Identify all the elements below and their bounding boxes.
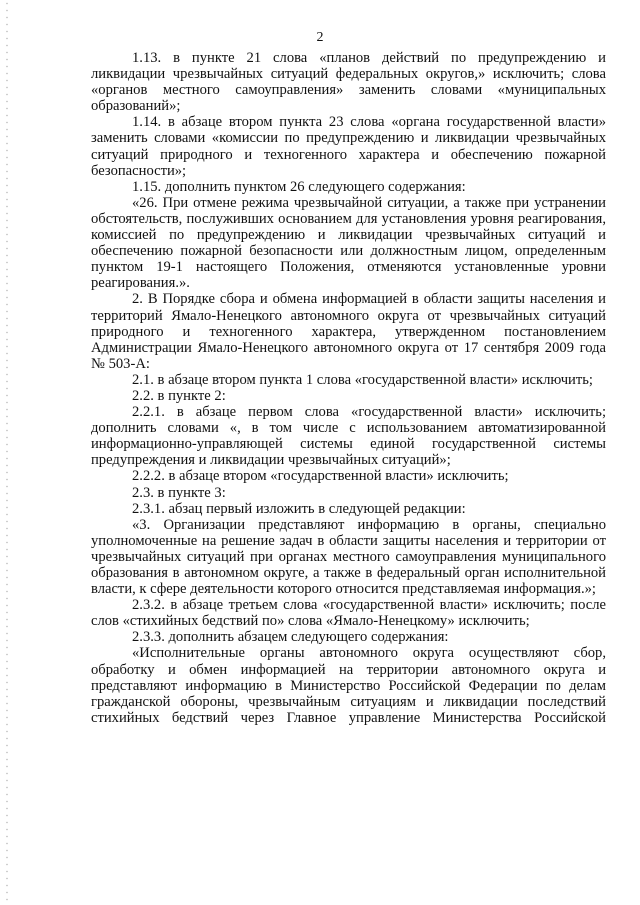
paragraph-2-3-3: 2.3.3. дополнить абзацем следующего содержания: — [132, 629, 449, 646]
paragraph-1-15: 1.15. дополнить пунктом 26 следующего содержания: — [132, 178, 466, 195]
paragraph-quote-26: «26. При отмене режима чрезвычайной ситуации, а также при устранении обстоятельств, послуживших основанием для установления уровня реагирования, комиссией по предупреждению и ликвидации чрезвычайных ситуаций и обеспечению пожарной безопасности или должностным лицом, определенным пунктом 19-1 настоящего Положения, отменяются установленные уровни реагирования.». — [91, 194, 606, 292]
paragraph-2-2-1: 2.2.1. в абзаце первом слова «государственной власти» исключить; дополнить словами «, в том числе с использованием автоматизированной информационно-управляющей системы единой государственной системы предупреждения и ликвидации чрезвычайных ситуаций»; — [91, 404, 606, 469]
binding-edge-marks — [6, 0, 8, 905]
page-number: 2 — [316, 30, 324, 45]
paragraph-quote-executive-bodies: «Исполнительные органы автономного округа осуществляют сбор, обработку и обмен информацией на территории автономного округа и представляют информацию в Министерство Российской Федерации по делам гражданской обороны, чрезвычайным ситуациям и ликвидации последствий стихийных бедствий через Главное управление Министерства Российской — [91, 645, 606, 726]
paragraph-2-1: 2.1. в абзаце втором пункта 1 слова «государственной власти» исключить; — [132, 371, 593, 388]
paragraph-2-3-1: 2.3.1. абзац первый изложить в следующей редакции: — [132, 500, 466, 517]
paragraph-2-3-2: 2.3.2. в абзаце третьем слова «государственной власти» исключить; после слов «стихийных бедствий по» слова «Ямало-Ненецкому» исключить; — [91, 597, 606, 630]
paragraph-1-13: 1.13. в пункте 21 слова «планов действий по предупреждению и ликвидации чрезвычайных ситуаций федеральных округов,» исключить; слова «органов местного самоуправления» заменить словами «муниципальных образований»; — [91, 50, 606, 115]
paragraph-1-14: 1.14. в абзаце втором пункта 23 слова «органа государственной власти» заменить словами «комиссии по предупреждению и ликвидации чрезвычайных ситуаций природного и техногенного характера и обеспечению пожарной безопасности»; — [91, 114, 606, 179]
paragraph-2: 2. В Порядке сбора и обмена информацией в области защиты населения и территорий Ямало-Ненецкого автономного округа от чрезвычайных ситуаций природного и техногенного характера, утвержденном постановлением Администрации Ямало-Ненецкого автономного округа от 17 сентября 2009 года № 503-А: — [91, 291, 606, 372]
paragraph-2-3: 2.3. в пункте 3: — [132, 484, 226, 501]
paragraph-2-2-2: 2.2.2. в абзаце втором «государственной власти» исключить; — [132, 468, 509, 485]
paragraph-2-2: 2.2. в пункте 2: — [132, 387, 226, 404]
paragraph-quote-3: «3. Организации представляют информацию в органы, специально уполномоченные на решение задач в области защиты населения и территории от чрезвычайных ситуаций при органах местного самоуправления муниципального образования в автономном округе, а также в федеральный орган исполнительной власти, к сфере деятельности которого относится представляемая информация.»; — [91, 516, 606, 598]
document-body — [91, 50, 606, 726]
